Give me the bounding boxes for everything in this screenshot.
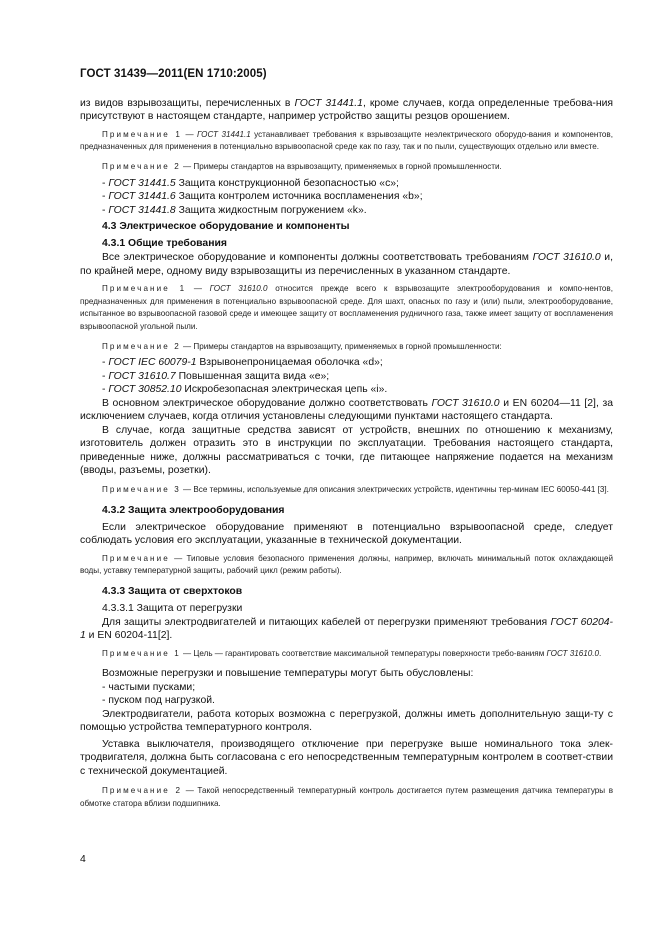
note: Примечание 2 — Такой непосредственный температурный контроль достигается путем размещения датчика температуры в обмотке статора вблизи подшипника. xyxy=(80,786,613,808)
note: Примечание 2 — Примеры стандартов на взрывозащиту, применяемых в горной промышленности: xyxy=(102,341,502,351)
paragraph: Электродвигатели, работа которых возможна с перегрузкой, должны иметь дополнительную защи-ту с помощью устройства температурного контроля. xyxy=(80,708,613,734)
note: Примечание 2 — Примеры стандартов на взрывозащиту, применяемых в горной промышленности. xyxy=(102,162,502,171)
standard-reference: ГОСТ 31610.0 xyxy=(532,252,601,264)
standard-reference: ГОСТ 60204-1 xyxy=(80,616,613,642)
paragraph: Все электрическое оборудование и компоненты должны соответствовать требованиям ГОСТ 31610.0 и, по крайней мере, одному виду взрывозащиты из перечисленных в указанном стандарте. xyxy=(80,252,613,277)
note-label: Примечание 2 xyxy=(102,162,181,171)
section-heading: 4.3 Электрическое оборудование и компоненты xyxy=(102,221,350,233)
note-label: Примечание 1 xyxy=(102,648,181,658)
list-item: - ГОСТ 31441.6 Защита контролем источника воспламенения «b»; xyxy=(102,191,423,203)
standard-reference: ГОСТ 31441.1 xyxy=(197,129,251,139)
note-label: Примечание 2 xyxy=(102,786,183,795)
paragraph: Уставка выключателя, производящего отключение при перегрузке выше номинального тока элек-тродвигателя, должна быть согласована с его непосредственным температурным контролем в соответ-ствии с технической документацией. xyxy=(80,738,613,777)
note: Примечание 1 — ГОСТ 31610.0 относится прежде всего к взрывозащите электрооборудования и компо-нентов, предназначенных для применения в потенциально взрывоопасной среде. Для шахт, опасных по газу и (или) пыли, электрооборудование, испытанное во взрывоопасной газовой среде и имеющее защиту от воспламенения рудничного газа, также имеет защиту от воспламенения взрывоопасной угольной пыли. xyxy=(80,284,613,331)
note-label: Примечание 1 xyxy=(102,129,183,139)
page-number: 4 xyxy=(80,854,86,865)
note: Примечание 3 — Все термины, используемые для описания электрических устройств, идентичны тер-минам IEC 60050-441 [3]. xyxy=(102,485,609,495)
subsection-heading: 4.3.3 Защита от сверхтоков xyxy=(102,585,243,597)
paragraph: В основном электрическое оборудование должно соответствовать ГОСТ 31610.0 и EN 60204—11 [2], за исключением случаев, когда отличия установлены следующими пунктами настоящего стандарта. xyxy=(80,397,613,423)
list-item: - ГОСТ IEC 60079-1 Взрывонепроницаемая оболочка «d»; xyxy=(102,357,383,369)
note-label: Примечание 3 xyxy=(102,485,181,495)
conditions-list xyxy=(80,681,613,708)
subsection-heading: 4.3.2 Защита электрооборудования xyxy=(102,504,285,516)
paragraph: Для защиты электродвигателей и питающих кабелей от перегрузки применяют требования ГОСТ 60204-1 и EN 60204-11[2]. xyxy=(80,616,613,642)
note-label: Примечание xyxy=(102,553,170,563)
list-item: - пуском под нагрузкой. xyxy=(102,695,215,707)
subsection-heading: 4.3.1 Общие требования xyxy=(102,238,227,250)
note: Примечание — Типовые условия безопасного применения должны, например, включать минимальный поток охлаждающей воды, уставку температурной защиты, рабочий цикл (режим работы). xyxy=(80,553,613,576)
note: Примечание 1 — ГОСТ 31441.1 устанавливает требования к взрывозащите неэлектрического оборудо-вания и компонентов, предназначенных для применения в потенциально взрывоопасной среде как по газу, так и по пыли, существующих отдельно или вместе. xyxy=(80,129,613,152)
standards-list xyxy=(80,177,613,218)
page-header: ГОСТ 31439—2011(EN 1710:2005) xyxy=(80,68,267,80)
standard-reference: ГОСТ 31610.0 xyxy=(431,397,500,409)
list-item: - ГОСТ 31610.7 Повышенная защита вида «е»; xyxy=(102,370,330,382)
standard-reference: ГОСТ 31610.0 xyxy=(546,648,599,658)
note-label: Примечание 1 xyxy=(102,284,187,294)
standard-reference: ГОСТ 31610.0 xyxy=(209,284,268,294)
paragraph: Если электрическое оборудование применяют в потенциально взрывоопасной среде, следует соблюдать условия его эксплуатации, указанные в технической документации. xyxy=(80,521,613,547)
note-label: Примечание 2 xyxy=(102,341,181,351)
list-item: - ГОСТ 30852.10 Искробезопасная электрическая цепь «i». xyxy=(102,384,388,396)
standards-list xyxy=(80,356,613,397)
paragraph: Возможные перегрузки и повышение температуры могут быть обусловлены: xyxy=(102,668,474,680)
subsubsection-heading: 4.3.3.1 Защита от перегрузки xyxy=(102,602,243,614)
note: Примечание 1 — Цель — гарантировать соответствие максимальной температуры поверхности требо-ваниям ГОСТ 31610.0. xyxy=(102,648,602,658)
list-item: - ГОСТ 31441.5 Защита конструкционной безопасностью «с»; xyxy=(102,177,399,189)
list-item: - частыми пусками; xyxy=(102,681,196,693)
list-item: - ГОСТ 31441.8 Защита жидкостным погружением «k». xyxy=(102,204,367,216)
standard-reference: ГОСТ 31441.1 xyxy=(294,98,363,109)
paragraph: В случае, когда защитные средства зависят от устройств, внешних по отношению к механизму, изготовитель должен отразить это в инструкции по эксплуатации. Требования настоящего стандарта, приведенные ниже, должны рассматриваться с точки, где питающее напряжение подается на механизм (вводы, разъемы, розетки). xyxy=(80,424,613,476)
paragraph: из видов взрывозащиты, перечисленных в ГОСТ 31441.1, кроме случаев, когда определенные требова-ния присутствуют в настоящем стандарте, например устройство защиты резцов орошением. xyxy=(80,98,614,123)
